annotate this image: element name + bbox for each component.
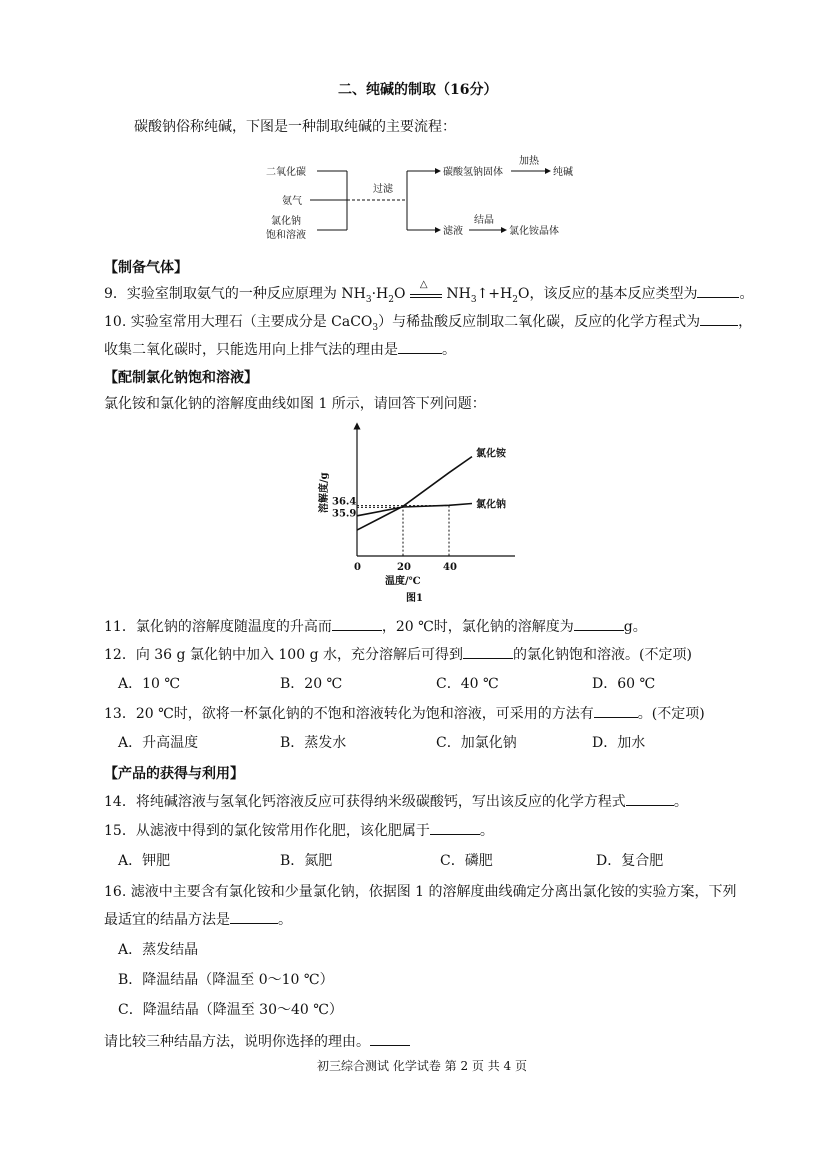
- x-tick-label-40: 40: [443, 562, 457, 573]
- heat-condition-symbol: △: [419, 279, 428, 290]
- q13-answer-blank[interactable]: [594, 703, 638, 718]
- question-16-compare: 请比较三种结晶方法，说明你选择的理由。: [104, 1031, 410, 1051]
- q15-option-a[interactable]: A．钾肥: [118, 853, 171, 869]
- q13-option-a[interactable]: A．升高温度: [118, 735, 199, 751]
- question-10: 10. 实验室常用大理石（主要成分是 CaCO$_3$）与稀盐酸反应制取二氧化碳，反应的化学方程式为 ，: [104, 311, 752, 333]
- q12-option-d[interactable]: D．60 ℃: [592, 676, 656, 692]
- q12-option-b[interactable]: B．20 ℃: [280, 676, 343, 692]
- q11-value-blank[interactable]: [574, 616, 624, 631]
- chart-intro: 氯化铵和氯化钠的溶解度曲线如图 1 所示，请回答下列问题：: [104, 396, 486, 412]
- x-axis-label: 温度/℃: [385, 576, 421, 587]
- heading-product: 【产品的获得与利用】: [104, 766, 244, 782]
- q10-reason-blank[interactable]: [398, 339, 442, 354]
- series-line-0: [357, 457, 472, 530]
- question-13: 13．20 ℃时，欲将一杯氯化钠的不饱和溶液转化为饱和溶液，可采用的方法有 。(不定项): [104, 703, 705, 723]
- flow-crystal: 氯化铵晶体: [509, 226, 559, 237]
- q15-option-b[interactable]: B．氮肥: [280, 853, 333, 869]
- q16-answer-blank[interactable]: [230, 909, 278, 924]
- heading-prepare-solution: 【配制氯化钠饱和溶液】: [104, 370, 258, 386]
- question-15: 15．从滤液中得到的氯化铵常用作化肥，该化肥属于 。: [104, 820, 494, 840]
- q13-option-d[interactable]: D．加水: [592, 735, 646, 751]
- q16-reason-blank[interactable]: [370, 1031, 410, 1046]
- flow-product: 纯碱: [553, 167, 573, 178]
- flow-crystallize-label: 结晶: [474, 215, 494, 226]
- q16-option-b[interactable]: B．降温结晶（降温至 0～10 ℃）: [118, 972, 334, 988]
- question-11: 11．氯化钠的溶解度随温度的升高而 ，20 ℃时，氯化钠的溶解度为 g。: [104, 616, 647, 636]
- q15-option-d[interactable]: D．复合肥: [596, 853, 664, 869]
- flow-input-nacl-1: 氯化钠: [271, 216, 301, 227]
- x-tick-label-0: 0: [354, 562, 361, 573]
- page-footer: 初三综合测试 化学试卷 第 2 页 共 4 页: [317, 1059, 527, 1073]
- heading-prepare-gas: 【制备气体】: [104, 260, 188, 276]
- q12-option-a[interactable]: A．10 ℃: [118, 676, 181, 692]
- flow-filtrate: 滤液: [443, 226, 463, 237]
- q10-equation-blank[interactable]: [700, 311, 738, 326]
- q16-option-a[interactable]: A．蒸发结晶: [118, 942, 199, 958]
- q15-answer-blank[interactable]: [430, 820, 480, 835]
- flow-heat-label: 加热: [519, 156, 539, 167]
- q12-option-c[interactable]: C．40 ℃: [436, 676, 499, 692]
- q15-option-c[interactable]: C．磷肥: [440, 853, 493, 869]
- q14-equation-blank[interactable]: [626, 791, 674, 806]
- flow-input-nacl-2: 饱和溶液: [266, 230, 306, 241]
- question-9: 9．实验室制取氨气的一种反应原理为 $NH_3\cdot H_2O$ △ $NH_3↑+H_2O$，该反应的基本反应类型为 。: [104, 279, 754, 305]
- question-16-line2: 最适宜的结晶方法是 。: [104, 909, 292, 929]
- chart-caption: 图1: [406, 593, 423, 604]
- flow-filter-label: 过滤: [373, 184, 393, 195]
- flow-solid: 碳酸氢钠固体: [443, 167, 503, 178]
- y-tick-label-36-4: 36.4: [332, 496, 357, 508]
- question-14: 14．将纯碱溶液与氢氧化钙溶液反应可获得纳米级碳酸钙，写出该反应的化学方程式 。: [104, 791, 688, 811]
- section-title: 二、纯碱的制取（16分）: [338, 82, 498, 98]
- x-tick-label-20: 20: [397, 562, 411, 573]
- series-label-1: 氯化钠: [476, 499, 506, 511]
- question-16-line1: 16. 滤液中主要含有氯化铵和少量氯化钠，依据图 1 的溶解度曲线确定分离出氯化铵的实验方案，下列: [104, 884, 737, 900]
- series-label-0: 氯化铵: [476, 448, 506, 460]
- solubility-chart: [310, 418, 525, 608]
- question-12: 12．向 36 g 氯化钠中加入 100 g 水，充分溶解后可得到 的氯化钠饱和溶液。(不定项): [104, 644, 692, 664]
- section-intro: 碳酸钠俗称纯碱，下图是一种制取纯碱的主要流程：: [134, 119, 456, 135]
- flow-input-nh3: 氨气: [282, 196, 302, 207]
- q11-trend-blank[interactable]: [332, 616, 382, 631]
- q16-option-c[interactable]: C．降温结晶（降温至 30～40 ℃）: [118, 1002, 343, 1018]
- question-10-line2: 收集二氧化碳时，只能选用向上排气法的理由是 。: [104, 339, 456, 359]
- q12-answer-blank[interactable]: [463, 644, 513, 659]
- y-axis-label: 溶解度/g: [319, 472, 330, 513]
- process-flow-diagram: [255, 148, 595, 248]
- q13-option-c[interactable]: C．加氯化钠: [436, 735, 517, 751]
- flow-input-co2: 二氧化碳: [266, 167, 306, 178]
- q9-answer-blank[interactable]: [697, 283, 739, 298]
- q13-option-b[interactable]: B．蒸发水: [280, 735, 347, 751]
- y-tick-label-35-9: 35.9: [332, 508, 357, 520]
